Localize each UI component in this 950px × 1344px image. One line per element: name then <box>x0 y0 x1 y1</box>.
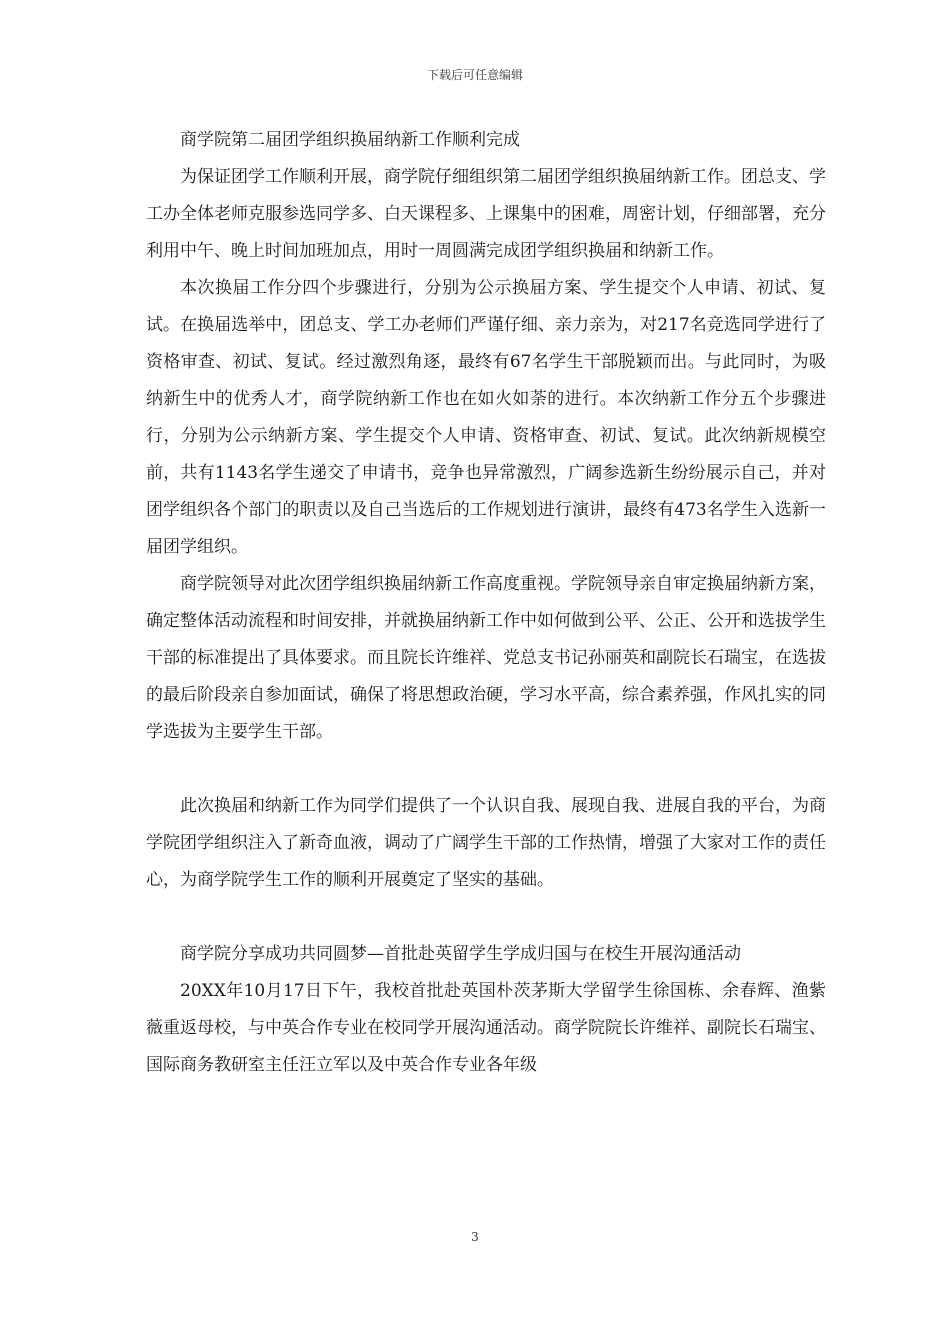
article-title: 商学院分享成功共同圆梦—首批赴英留学生学成归国与在校生开展沟通活动 <box>180 944 741 964</box>
paragraph: 此次换届和纳新工作为同学们提供了一个认识自我、展现自我、进展自我的平台，为商学院团学组织注入了新奇血液，调动了广阔学生干部的工作热情，增强了大家对工作的责任心，为商学院学生工作的顺利开展奠定了坚实的基础。 <box>146 796 826 890</box>
paragraph: 为保证团学工作顺利开展，商学院仔细组织第二届团学组织换届纳新工作。团总支、学工办全体老师克服参选同学多、白天课程多、上课集中的困难，周密计划，仔细部署，充分利用中午、晚上时间加班加点，用时一周圆满完成团学组织换届和纳新工作。 <box>146 167 826 261</box>
paragraph: 本次换届工作分四个步骤进行，分别为公示换届方案、学生提交个人申请、初试、复试。在换届选举中，团总支、学工办老师们严谨仔细、亲力亲为，对217名竞选同学进行了资格审查、初试、复试。经过激烈角逐，最终有67名学生干部脱颖而出。与此同时，为吸纳新生中的优秀人才，商学院纳新工作也在如火如荼的进行。本次纳新工作分五个步骤进行，分别为公示纳新方案、学生提交个人申请、资格审查、初试、复试。此次纳新规模空前，共有1143名学生递交了申请书，竞争也异常激烈，广阔参选新生纷纷展示自己，并对团学组织各个部门的职责以及自己当选后的工作规划进行演讲，最终有473名学生入选新一届团学组织。 <box>146 278 826 557</box>
article-title: 商学院第二届团学组织换届纳新工作顺利完成 <box>180 130 520 150</box>
paragraph-spacer <box>146 899 826 936</box>
paragraph-spacer <box>146 751 826 788</box>
document-body <box>146 122 826 1084</box>
page-number: 3 <box>471 1230 479 1244</box>
paragraph: 商学院领导对此次团学组织换届纳新工作高度重视。学院领导亲自审定换届纳新方案，确定整体活动流程和时间安排，并就换届纳新工作中如何做到公平、公正、公开和选拔学生干部的标准提出了具体要求。而且院长许维祥、党总支书记孙丽英和副院长石瑞宝，在选拔的最后阶段亲自参加面试，确保了将思想政治硬，学习水平高，综合素养强，作风扎实的同学选拔为主要学生干部。 <box>146 574 826 742</box>
paragraph: 20XX年10月17日下午，我校首批赴英国朴茨茅斯大学留学生徐国栋、余春辉、渔紫薇重返母校，与中英合作专业在校同学开展沟通活动。商学院院长许维祥、副院长石瑞宝、国际商务教研室主任汪立军以及中英合作专业各年级 <box>146 981 826 1075</box>
page-header-note: 下载后可任意编辑 <box>426 68 523 82</box>
